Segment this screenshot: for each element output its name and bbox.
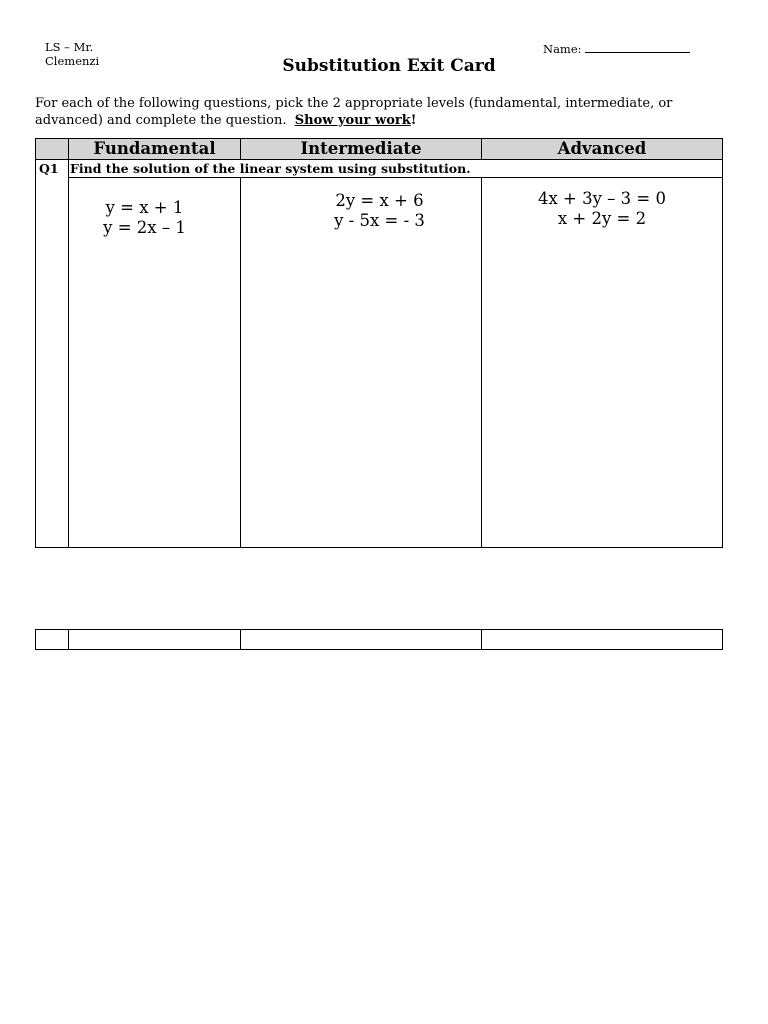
advanced-equation-1: 4x + 3y – 3 = 0: [538, 189, 666, 208]
advanced-cell[interactable]: [482, 178, 723, 548]
instructions-emphasis: Show your work: [294, 113, 411, 128]
fundamental-equation-2: y = 2x – 1: [103, 218, 186, 237]
header-advanced: Advanced: [482, 139, 723, 160]
blank-cell: [36, 630, 69, 650]
intermediate-equation-2: y - 5x = - 3: [334, 211, 425, 230]
fundamental-equation-1: y = x + 1: [105, 198, 184, 217]
intermediate-equations: [241, 191, 481, 231]
header-fundamental: Fundamental: [69, 139, 241, 160]
teacher-line-2: Clemenzi: [45, 54, 100, 68]
teacher-line-1: LS – Mr.: [45, 40, 94, 54]
question-prompt: Find the solution of the linear system using substitution.: [69, 160, 723, 178]
header-intermediate: Intermediate: [241, 139, 482, 160]
name-blank-line[interactable]: [585, 41, 690, 53]
question-prompt-row: [36, 160, 723, 178]
name-field[interactable]: [543, 41, 690, 56]
name-label: Name:: [543, 42, 582, 56]
fundamental-cell[interactable]: [69, 178, 241, 548]
question-number: Q1: [36, 160, 69, 548]
instructions: [35, 95, 725, 129]
blank-table: [35, 629, 723, 650]
table-header-row: [36, 139, 723, 160]
advanced-equation-2: x + 2y = 2: [557, 209, 647, 228]
blank-cell: [69, 630, 241, 650]
blank-cell: [241, 630, 482, 650]
instructions-text: For each of the following questions, pick the 2 appropriate levels (fundamental, intermediate, or advanced) and complete the question.: [35, 96, 673, 128]
question-work-row: [36, 178, 723, 548]
blank-cell: [482, 630, 723, 650]
blank-table-row: [36, 630, 723, 650]
page-title: Substitution Exit Card: [282, 56, 496, 76]
header-corner-cell: [36, 139, 69, 160]
intermediate-cell[interactable]: [241, 178, 482, 548]
question-table: [35, 138, 723, 548]
advanced-equations: [482, 189, 722, 229]
instructions-exclamation: !: [410, 113, 417, 128]
intermediate-equation-1: 2y = x + 6: [335, 191, 424, 210]
fundamental-equations: [69, 198, 240, 238]
